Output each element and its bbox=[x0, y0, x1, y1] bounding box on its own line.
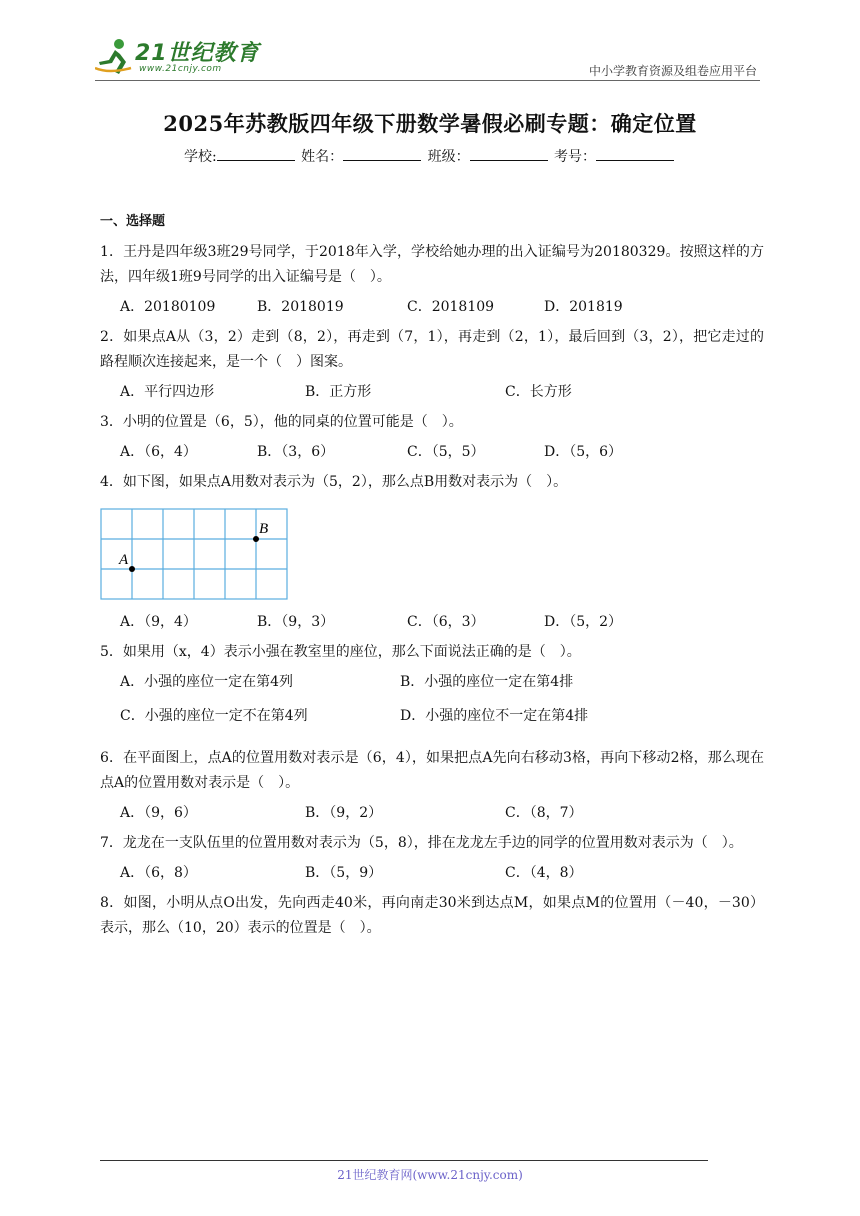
point-a-label: A bbox=[119, 552, 129, 568]
option-c: C．（6，3） bbox=[407, 614, 485, 630]
option-a: A．小强的座位一定在第4列 bbox=[120, 674, 294, 690]
option-b: B．（5，9） bbox=[305, 865, 383, 881]
exam-no-label: 考号： bbox=[554, 149, 597, 165]
question-4-options bbox=[100, 611, 764, 633]
question-4: 4．如下图，如果点A用数对表示为（5，2），那么点B用数对表示为（ ）。 bbox=[100, 474, 568, 490]
question-5-options bbox=[100, 671, 764, 739]
option-a: A．20180109 bbox=[120, 299, 216, 315]
option-b: B．（9，3） bbox=[257, 614, 335, 630]
question-6: 6．在平面图上，点A的位置用数对表示是（6，4），如果把点A先向右移动3格，再向下移动2格，那么现在点A的位置用数对表示是（ ）。 bbox=[100, 750, 764, 791]
question-4-figure bbox=[100, 505, 764, 605]
page-title: 2025年苏教版四年级下册数学暑假必刷专题：确定位置 bbox=[163, 111, 697, 136]
option-a: A．平行四边形 bbox=[120, 384, 215, 400]
option-c: C．（4，8） bbox=[505, 865, 583, 881]
option-b: B．2018019 bbox=[257, 299, 344, 315]
option-b: B．（9，2） bbox=[305, 805, 383, 821]
option-b: B．正方形 bbox=[305, 384, 372, 400]
option-d: D．小强的座位不一定在第4排 bbox=[400, 708, 589, 724]
question-5: 5．如果用（x，4）表示小强在教室里的座位，那么下面说法正确的是（ ）。 bbox=[100, 644, 581, 660]
question-7-options bbox=[100, 862, 764, 884]
name-label: 姓名： bbox=[301, 149, 344, 165]
option-c: C．小强的座位一定不在第4列 bbox=[120, 708, 308, 724]
option-b: B．小强的座位一定在第4排 bbox=[400, 674, 574, 690]
exam-no-blank bbox=[596, 148, 674, 161]
header-divider bbox=[95, 80, 760, 81]
option-d: D．（5，6） bbox=[544, 444, 623, 460]
question-7: 7．龙龙在一支队伍里的位置用数对表示为（5，8），排在龙龙左手边的同学的位置用数对表示为（ ）。 bbox=[100, 835, 743, 851]
logo-url: www.21cnjy.com bbox=[139, 64, 222, 74]
question-3: 3．小明的位置是（6，5），他的同桌的位置可能是（ ）。 bbox=[100, 414, 463, 430]
question-2: 2．如果点A从（3，2）走到（8，2），再走到（7，1），再走到（2，1），最后回到（3，2），把它走过的路程顺次连接起来，是一个（ ）图案。 bbox=[100, 329, 764, 370]
point-b-label: B bbox=[259, 521, 269, 537]
question-2-options bbox=[100, 381, 764, 403]
runner-logo-icon bbox=[95, 38, 135, 76]
student-info-line bbox=[0, 146, 860, 166]
section-heading: 一、选择题 bbox=[100, 214, 166, 229]
coordinate-grid bbox=[100, 505, 290, 601]
question-1-options bbox=[100, 296, 764, 318]
footer-link[interactable]: 21世纪教育网(www.21cnjy.com) bbox=[337, 1168, 523, 1182]
question-list bbox=[100, 212, 764, 941]
option-a: A．（9，6） bbox=[120, 805, 197, 821]
question-6-options bbox=[100, 802, 764, 824]
option-a: A．（6，8） bbox=[120, 865, 197, 881]
page-header bbox=[95, 34, 760, 82]
option-c: C．长方形 bbox=[505, 384, 572, 400]
logo bbox=[95, 34, 270, 78]
option-d: D．（5，2） bbox=[544, 614, 623, 630]
option-c: C．2018109 bbox=[407, 299, 495, 315]
option-d: D．201819 bbox=[544, 299, 623, 315]
option-a: A．（6，4） bbox=[120, 444, 197, 460]
name-blank bbox=[343, 148, 421, 161]
question-1: 1．王丹是四年级3班29号同学，于2018年入学，学校给她办理的出入证编号为20180329。按照这样的方法，四年级1班9号同学的出入证编号是（ ）。 bbox=[100, 244, 764, 285]
logo-text: 21世纪教育 bbox=[135, 41, 260, 66]
class-blank bbox=[470, 148, 548, 161]
option-c: C．（5，5） bbox=[407, 444, 485, 460]
platform-label: 中小学教育资源及组卷应用平台 bbox=[588, 64, 757, 78]
question-3-options bbox=[100, 441, 764, 463]
footer-divider bbox=[100, 1160, 708, 1161]
school-blank bbox=[217, 148, 295, 161]
point-a-dot bbox=[129, 566, 135, 572]
option-b: B．（3，6） bbox=[257, 444, 335, 460]
question-8: 8．如图，小明从点O出发，先向西走40米，再向南走30米到达点M，如果点M的位置用（－40，－30）表示，那么（10，20）表示的位置是（ ）。 bbox=[100, 895, 764, 936]
option-a: A．（9，4） bbox=[120, 614, 197, 630]
class-label: 班级： bbox=[427, 149, 470, 165]
school-label: 学校: bbox=[183, 149, 217, 165]
option-c: C．（8，7） bbox=[505, 805, 583, 821]
